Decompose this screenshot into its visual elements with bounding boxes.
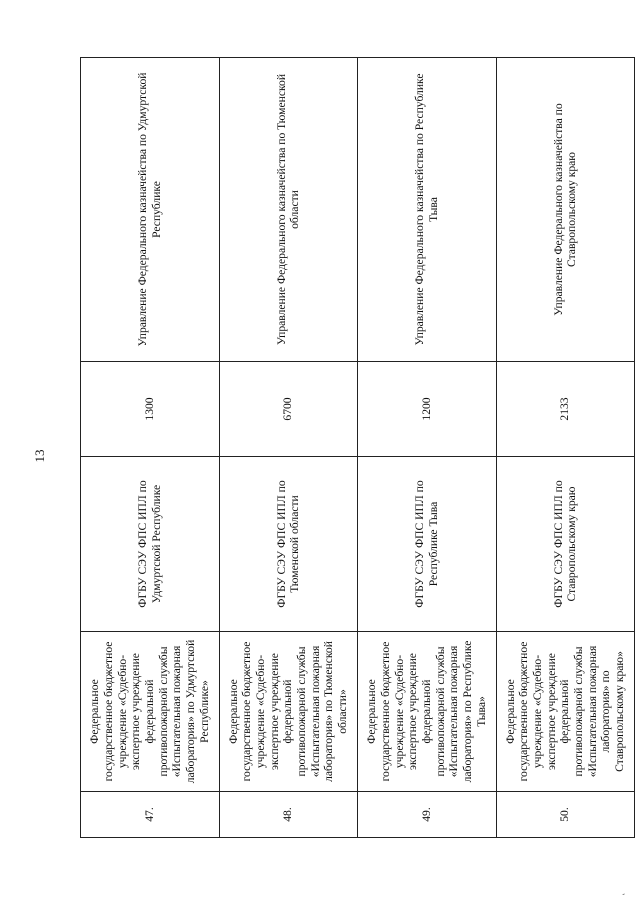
institution-full-name: Федеральное государственное бюджетное учреждение «Судебно-экспертное учреждение федеральной противопожарной службы «Испытательная пожарная лаборатория» по Тюменской области»: [219, 632, 358, 792]
institution-full-name: Федеральное государственное бюджетное учреждение «Судебно-экспертное учреждение федеральной противопожарной службы «Испытательная пожарная лаборатория» по Республике Тыва»: [358, 632, 497, 792]
institution-code: 6700: [219, 362, 358, 457]
institution-code: 1300: [81, 362, 220, 457]
institution-code: 2133: [496, 362, 635, 457]
treasury-department: Управление Федерального казначейства по Удмуртской Республике: [81, 58, 220, 362]
table-container: [80, 58, 635, 838]
institution-full-name: Федеральное государственное бюджетное учреждение «Судебно-экспертное учреждение федеральной противопожарной службы «Испытательная пожарная лаборатория» по Ставропольскому краю»: [496, 632, 635, 792]
page-number: 13: [32, 449, 47, 463]
table-row: [81, 58, 220, 838]
treasury-department: Управление Федерального казначейства по Ставропольскому краю: [496, 58, 635, 362]
institution-short-name: ФГБУ СЭУ ФПС ИПЛ по Тюменской области: [219, 457, 358, 632]
table-row: [219, 58, 358, 838]
row-number: 50.: [496, 792, 635, 838]
row-number: 47.: [81, 792, 220, 838]
row-number: 48.: [219, 792, 358, 838]
treasury-department: Управление Федерального казначейства по Республике Тыва: [358, 58, 497, 362]
table-row: [358, 58, 497, 838]
institution-short-name: ФГБУ СЭУ ФПС ИПЛ по Удмуртской Республике: [81, 457, 220, 632]
scan-mark: ˎ: [613, 887, 626, 897]
institution-full-name: Федеральное государственное бюджетное учреждение «Судебно-экспертное учреждение федеральной противопожарной службы «Испытательная пожарная лаборатория» по Удмуртской Республике»: [81, 632, 220, 792]
institution-short-name: ФГБУ СЭУ ФПС ИПЛ по Ставропольскому краю: [496, 457, 635, 632]
institutions-table: [80, 57, 635, 838]
institution-code: 1200: [358, 362, 497, 457]
treasury-department: Управление Федерального казначейства по Тюменской области: [219, 58, 358, 362]
institution-short-name: ФГБУ СЭУ ФПС ИПЛ по Республике Тыва: [358, 457, 497, 632]
table-row: [496, 58, 635, 838]
row-number: 49.: [358, 792, 497, 838]
table-frame: [80, 58, 635, 838]
